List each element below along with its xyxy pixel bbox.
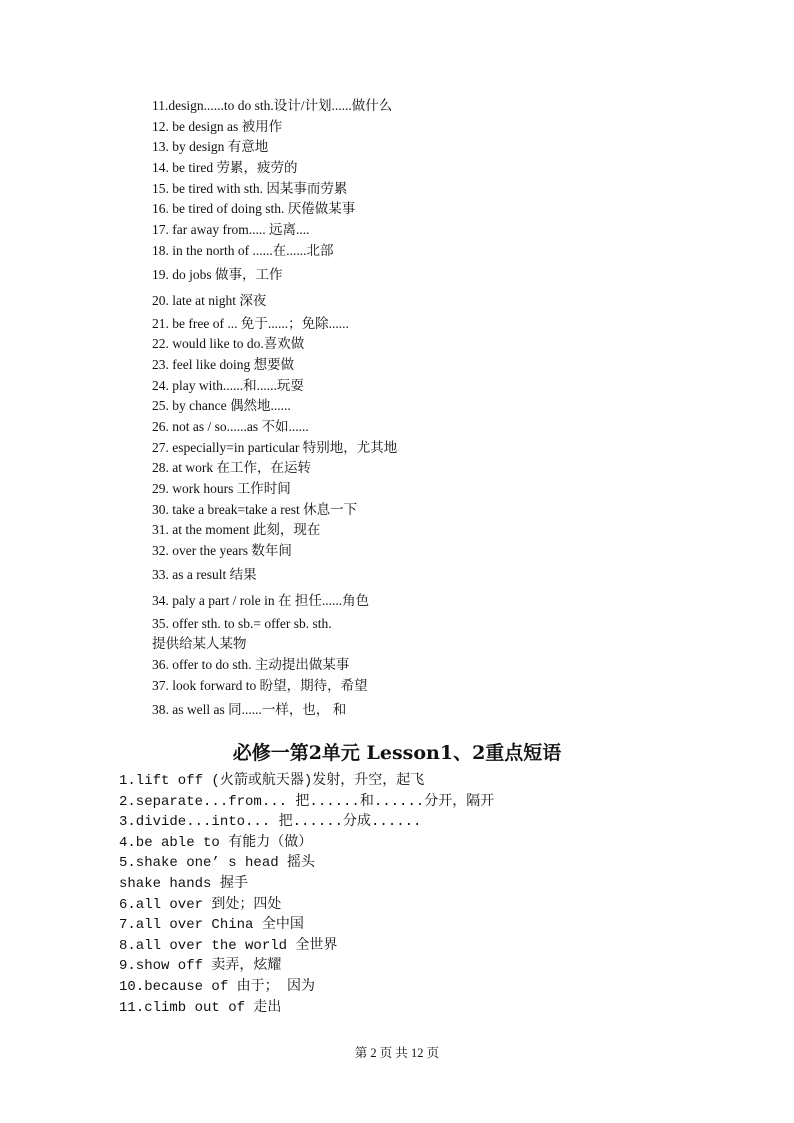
list-item: 31. at the moment 此刻，现在 xyxy=(152,522,321,538)
list-item: 22. would like to do.喜欢做 xyxy=(152,336,305,352)
list-item: 34. paly a part / role in 在 担任......角色 xyxy=(152,592,370,608)
list-item: 35. offer sth. to sb.= offer sb. sth. xyxy=(152,615,332,631)
list-item: 10.because of 由于； 因为 xyxy=(119,978,316,995)
list-item: 21. be free of ... 免于......；免除...... xyxy=(152,315,349,331)
list-item: 6.all over 到处；四处 xyxy=(119,896,282,913)
list-item: 14. be tired 劳累，疲劳的 xyxy=(152,160,298,176)
list-item: 13. by design 有意地 xyxy=(152,139,269,155)
section-heading: 必修一第2单元 Lesson1、2重点短语 xyxy=(232,742,562,764)
list-item: 7.all over China 全中国 xyxy=(119,917,304,934)
list-item: 37. look forward to 盼望，期待，希望 xyxy=(152,677,368,693)
list-item: 5.shake one’ s head 摇头 xyxy=(119,855,316,872)
list-item: 27. especially=in particular 特别地，尤其地 xyxy=(152,439,398,455)
list-item: 32. over the years 数年间 xyxy=(152,543,292,559)
list-item: 24. play with......和......玩耍 xyxy=(152,377,304,393)
list-item: shake hands 握手 xyxy=(119,875,248,892)
list-item: 18. in the north of ......在......北部 xyxy=(152,242,334,258)
list-item: 11.design......to do sth.设计/计划......做什么 xyxy=(152,98,393,113)
list-item: 20. late at night 深夜 xyxy=(152,292,267,308)
list-item: 3.divide...into... 把......分成...... xyxy=(119,814,422,831)
list-item: 19. do jobs 做事，工作 xyxy=(152,266,283,282)
list-item: 30. take a break=take a rest 休息一下 xyxy=(152,501,358,517)
list-item: 28. at work 在工作，在运转 xyxy=(152,460,311,476)
list-item: 4.be able to 有能力（做） xyxy=(119,834,313,851)
page-number: 第 2 页 共 12 页 xyxy=(354,1046,440,1060)
list-item: 2.separate...from... 把......和......分开，隔开 xyxy=(119,793,495,810)
list-item: 11.climb out of 走出 xyxy=(119,999,282,1016)
list-item: 29. work hours 工作时间 xyxy=(152,481,291,496)
list-item: 23. feel like doing 想要做 xyxy=(152,356,295,372)
list-item: 33. as a result 结果 xyxy=(152,566,257,582)
phrase-list-unit2 xyxy=(119,771,739,1018)
list-item: 36. offer to do sth. 主动提出做某事 xyxy=(152,657,350,673)
list-item: 9.show off 卖弄，炫耀 xyxy=(119,958,282,975)
list-item: 8.all over the world 全世界 xyxy=(119,937,338,954)
list-item: 17. far away from..... 远离.... xyxy=(152,222,310,238)
list-item: 15. be tired with sth. 因某事而劳累 xyxy=(152,180,348,196)
list-item: 提供给某人某物 xyxy=(152,636,247,652)
phrase-list-unit1 xyxy=(152,96,752,723)
list-item: 25. by chance 偶然地...... xyxy=(152,398,291,414)
list-item: 38. as well as 同......一样，也， 和 xyxy=(152,701,347,717)
list-item: 16. be tired of doing sth. 厌倦做某事 xyxy=(152,201,356,217)
list-item: 1.lift off (火箭或航天器)发射，升空，起飞 xyxy=(119,773,425,789)
list-item: 12. be design as 被用作 xyxy=(152,118,283,134)
list-item: 26. not as / so......as 不如...... xyxy=(152,418,309,434)
